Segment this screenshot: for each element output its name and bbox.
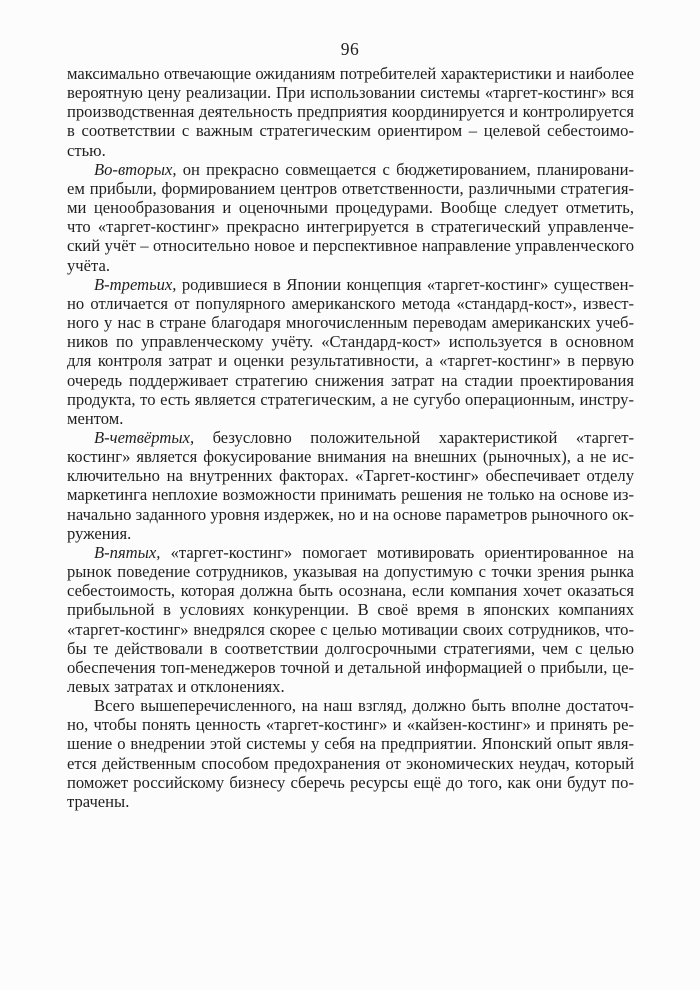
text-line: но, чтобы понять ценность «таргет-костинг» и «кайзен-костинг» и принять ре- — [67, 715, 634, 735]
text-line: ного у нас в стране благодаря многочисленным переводам американских учеб- — [67, 313, 634, 333]
text-line: начально заданного уровня издержек, но и на основе параметров рыночного ок- — [67, 504, 634, 524]
text-line: рынок поведение сотрудников, указывая на допустимую с точки зрения рынка — [67, 562, 634, 582]
page-number: 96 — [340, 39, 360, 59]
text-line: ский учёт – относительно новое и перспективное направление управленческого — [67, 236, 634, 256]
text-line: себестоимость, которая должна быть осознана, если компания хочет оказаться — [67, 581, 634, 601]
text-line: ется действенным способом предохранения от экономических неудач, который — [67, 753, 634, 773]
text-line: что «таргет-костинг» прекрасно интегрируется в стратегический управленче- — [67, 217, 634, 237]
paragraph — [67, 543, 634, 696]
text-line: трачены. — [67, 791, 130, 811]
paragraph-lead-italic: Во-вторых, — [94, 159, 177, 179]
text-line: стью. — [67, 140, 106, 160]
text-line: прибыльной в условиях конкуренции. В своё время в японских компаниях — [67, 600, 634, 620]
text-line: маркетинга неплохие возможности принимать решения не только на основе из- — [67, 485, 634, 505]
paragraph-lead-italic: В-пятых, — [94, 542, 161, 562]
text-line: бы те действовали в соответствии долгосрочными стратегиями, чем с целью — [67, 638, 634, 658]
text-line: ми ценообразования и оценочными процедурами. Вообще следует отметить, — [67, 198, 634, 218]
text-line: ключительно на внутренних факторах. «Таргет-костинг» обеспечивает отделу — [67, 466, 634, 486]
text-line: учёта. — [67, 255, 110, 275]
text-line: поможет российскому бизнесу сберечь ресурсы ещё до того, как они будут по- — [67, 772, 634, 792]
text-line: Всего вышеперечисленного, на наш взгляд, должно быть вполне достаточ- — [94, 696, 634, 716]
paragraph — [67, 275, 634, 428]
text-line: продукта, то есть является стратегическим, а не сугубо операционным, инстру- — [67, 389, 634, 409]
text-line: шение о внедрении этой системы у себя на предприятии. Японский опыт явля- — [67, 734, 634, 754]
text-line: для контроля затрат и оценки результативности, а «таргет-костинг» в первую — [67, 351, 634, 371]
text-line: максимально отвечающие ожиданиям потребителей характеристики и наиболее — [67, 64, 634, 83]
text-line: В-пятых, «таргет-костинг» помогает мотивировать ориентированное на — [94, 542, 634, 562]
text-line: ружения. — [67, 523, 132, 543]
text-block — [67, 64, 634, 811]
paragraph — [67, 428, 634, 543]
paragraph — [67, 160, 634, 275]
text-line: очередь поддерживает стратегию снижения затрат на стадии проектирования — [67, 370, 634, 390]
text-line: ментом. — [67, 408, 124, 428]
text-line: В-четвёртых, безусловно положительной характеристикой «таргет- — [94, 427, 634, 447]
text-line: вероятную цену реализации. При использовании системы «таргет-костинг» вся — [67, 83, 634, 103]
text-line: но отличается от популярного американского метода «стандард-кост», извест- — [67, 293, 634, 313]
text-line: в соответствии с важным стратегическим ориентиром – целевой себестоимо- — [67, 121, 634, 141]
paragraph — [67, 696, 634, 811]
text-line: ем прибыли, формированием центров ответственности, различными стратегия- — [67, 178, 634, 198]
text-line: «таргет-костинг» внедрялся скорее с целью мотивации своих сотрудников, что- — [67, 619, 634, 639]
text-line: В-третьих, родившиеся в Японии концепция «таргет-костинг» существен- — [94, 274, 634, 294]
text-line: ников по управленческому учёту. «Стандард-кост» используется в основном — [67, 332, 634, 352]
text-line: производственная деятельность предприятия координируется и контролируется — [67, 102, 634, 122]
paragraph-lead-italic: В-четвёртых, — [94, 427, 195, 447]
text-line: костинг» является фокусирование внимания на внешних (рыночных), а не ис- — [67, 447, 634, 467]
text-line: обеспечения топ-менеджеров точной и детальной информацией о прибыли, це- — [67, 657, 634, 677]
paragraph — [67, 64, 634, 160]
text-line: левых затратах и отклонениях. — [67, 677, 285, 696]
text-line: Во-вторых, он прекрасно совмещается с бюджетированием, планировани- — [94, 159, 634, 179]
paragraph-lead-italic: В-третьих, — [94, 274, 177, 294]
